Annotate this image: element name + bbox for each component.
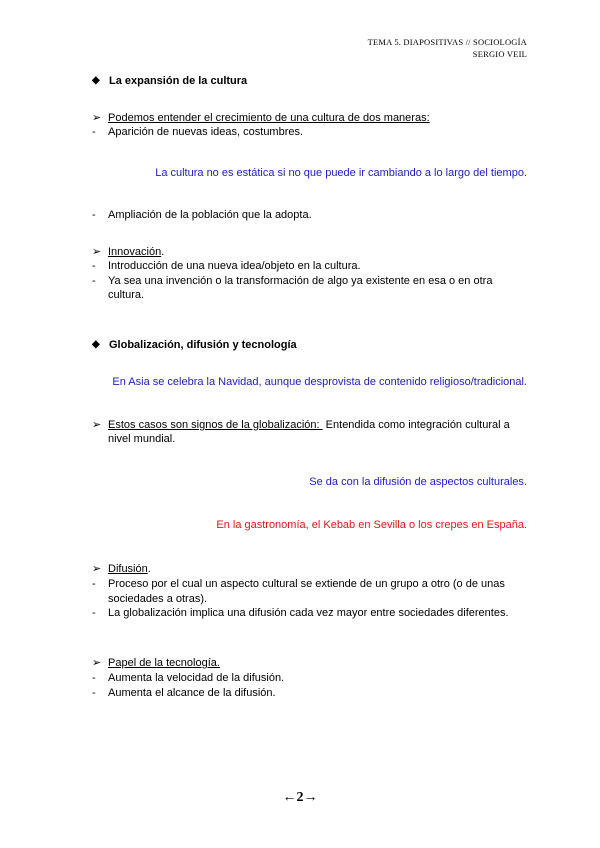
page-header (368, 36, 527, 60)
note-asia-navidad: En Asia se celebra la Navidad, aunque desprovista de contenido religioso/tradicional. (112, 376, 527, 388)
dash-item-continuation: cultura. (108, 289, 145, 301)
arrow-bullet-icon: ➢ (92, 112, 102, 124)
dash-bullet-icon: - (92, 260, 96, 272)
dash-bullet-icon: - (92, 126, 96, 138)
arrow-item-crecimiento: ➢ Podemos entender el crecimiento de una cultura de dos maneras: (92, 112, 430, 124)
arrow-item-tecnologia: ➢ Papel de la tecnología. (92, 657, 220, 669)
dash-item: - Ya sea una invención o la transformación de algo ya existente en esa o en otra (92, 275, 493, 287)
dash-bullet-icon: - (92, 275, 96, 287)
dash-item: - Aumenta la velocidad de la difusión. (92, 672, 285, 684)
arrow-item-difusion: ➢ Difusión. (92, 563, 151, 575)
dash-item-continuation: sociedades a otras). (108, 593, 208, 605)
header-author: SERGIO VEIL (472, 49, 527, 59)
dash-bullet-icon: - (92, 672, 96, 684)
section-title-expansion: ◆ La expansión de la cultura (92, 75, 248, 87)
dash-bullet-icon: - (92, 607, 96, 619)
arrow-bullet-icon: ➢ (92, 657, 102, 669)
diamond-bullet-icon: ◆ (92, 75, 100, 86)
dash-bullet-icon: - (92, 578, 96, 590)
arrow-item-continuation: nivel mundial. (108, 433, 176, 445)
dash-bullet-icon: - (92, 209, 96, 221)
dash-item: - La globalización implica una difusión cada vez mayor entre sociedades diferentes. (92, 607, 509, 619)
dash-bullet-icon: - (92, 687, 96, 699)
arrow-bullet-icon: ➢ (92, 419, 102, 431)
dash-item: - Ampliación de la población que la adopta. (92, 209, 312, 221)
section-title-globalizacion: ◆ Globalización, difusión y tecnología (92, 339, 297, 351)
diamond-bullet-icon: ◆ (92, 339, 100, 350)
dash-item: - Aparición de nuevas ideas, costumbres. (92, 126, 304, 138)
dash-item: - Introducción de una nueva idea/objeto en la cultura. (92, 260, 361, 272)
header-course: TEMA 5. DIAPOSITIVAS // SOCIOLOGÍA (367, 37, 527, 47)
arrow-bullet-icon: ➢ (92, 563, 102, 575)
note-cultura-no-estatica: La cultura no es estática si no que puede ir cambiando a lo largo del tiempo. (155, 167, 527, 179)
arrow-item-globalizacion: ➢ Estos casos son signos de la globalización: Entendida como integración cultural a (92, 419, 510, 431)
arrow-item-innovacion: ➢ Innovación. (92, 246, 165, 258)
note-difusion-aspectos: Se da con la difusión de aspectos culturales. (309, 476, 527, 488)
dash-item: - Aumenta el alcance de la difusión. (92, 687, 276, 699)
page-number: ←2→ (282, 790, 318, 805)
note-gastronomia: En la gastronomía, el Kebab en Sevilla o los crepes en España. (216, 519, 527, 531)
arrow-bullet-icon: ➢ (92, 246, 102, 258)
dash-item: - Proceso por el cual un aspecto cultural se extiende de un grupo a otro (o de unas (92, 578, 505, 590)
